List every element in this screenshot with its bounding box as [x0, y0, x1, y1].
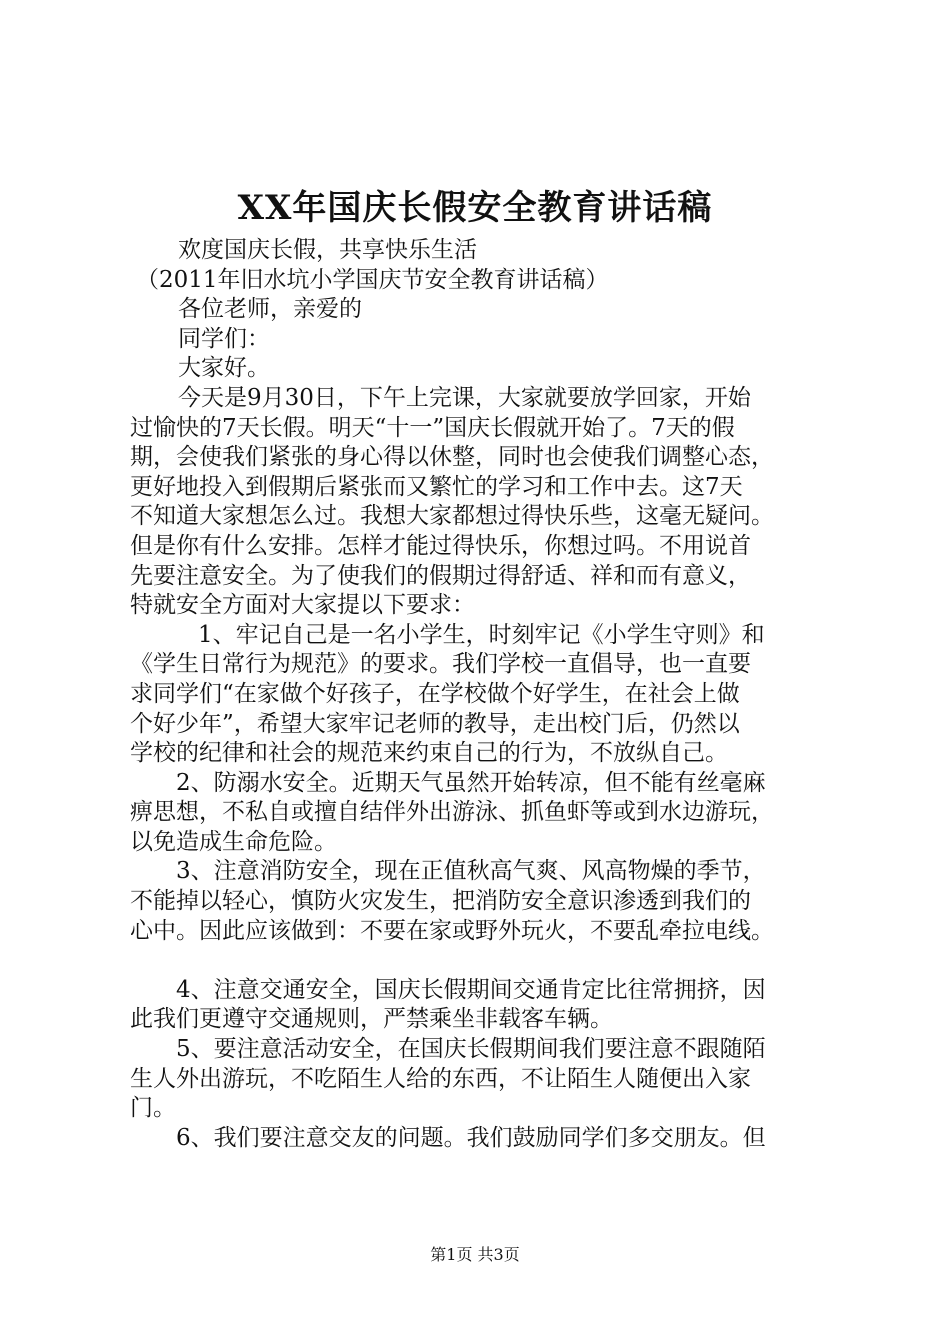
greeting-line: 各位老师，亲爱的	[178, 296, 362, 323]
greeting-line: 同学们：	[178, 325, 270, 352]
paragraph-line: 今天是9月30日，下午上完课，大家就要放学回家，开始	[178, 384, 751, 411]
paragraph-line: 门。	[130, 1095, 176, 1122]
paragraph-line: 4、注意交通安全，国庆长假期间交通肯定比往常拥挤，因	[176, 976, 766, 1003]
paragraph-line: 过愉快的7天长假。明天“十一”国庆长假就开始了。7天的假	[130, 414, 735, 441]
paragraph-line: 特就安全方面对大家提以下要求：	[130, 592, 475, 619]
paragraph-line: 先要注意安全。为了使我们的假期过得舒适、祥和而有意义，	[130, 562, 751, 589]
paragraph-line: 1、牢记自己是一名小学生，时刻牢记《小学生守则》和	[198, 621, 765, 648]
paragraph-line: 《学生日常行为规范》的要求。我们学校一直倡导，也一直要	[130, 651, 751, 678]
paragraph-line: 心中。因此应该做到：不要在家或野外玩火，不要乱牵拉电线。	[130, 917, 774, 944]
paragraph-line: 期，会使我们紧张的身心得以休整，同时也会使我们调整心态，	[130, 444, 774, 471]
paragraph-line: 此我们更遵守交通规则，严禁乘坐非载客车辆。	[130, 1006, 613, 1033]
paragraph-line: 学校的纪律和社会的规范来约束自己的行为，不放纵自己。	[130, 740, 728, 767]
document-body	[130, 236, 830, 1153]
greeting-line: 大家好。	[178, 355, 270, 382]
paragraph-line: 更好地投入到假期后紧张而又繁忙的学习和工作中去。这7天	[130, 473, 743, 500]
paragraph-line: 不知道大家想怎么过。我想大家都想过得快乐些，这毫无疑问。	[130, 503, 774, 530]
paragraph-line: 以免造成生命危险。	[130, 828, 337, 855]
paragraph-line: 生人外出游玩，不吃陌生人给的东西，不让陌生人随便出入家	[130, 1065, 751, 1092]
subtitle-line: 欢度国庆长假，共享快乐生活	[178, 237, 477, 263]
page-number-footer: 第1页 共3页	[430, 1245, 520, 1264]
paragraph-line: 5、要注意活动安全，在国庆长假期间我们要注意不跟随陌	[176, 1036, 766, 1063]
blank-line	[130, 946, 830, 976]
paragraph-line: 但是你有什么安排。怎样才能过得快乐，你想过吗。不用说首	[130, 532, 751, 559]
subtitle-note-line: （2011年旧水坑小学国庆节安全教育讲话稿）	[136, 266, 609, 293]
paragraph-line: 求同学们“在家做个好孩子，在学校做个好学生，在社会上做	[130, 680, 740, 707]
document-title: XX年国庆长假安全教育讲话稿	[237, 188, 713, 228]
paragraph-line: 痹思想，不私自或擅自结伴外出游泳、抓鱼虾等或到水边游玩，	[130, 799, 774, 826]
paragraph-line: 个好少年”，希望大家牢记老师的教导，走出校门后，仍然以	[130, 710, 740, 737]
paragraph-line: 6、我们要注意交友的问题。我们鼓励同学们多交朋友。但	[176, 1124, 766, 1151]
paragraph-line: 2、防溺水安全。近期天气虽然开始转凉，但不能有丝毫麻	[176, 769, 766, 796]
paragraph-line: 不能掉以轻心，慎防火灾发生，把消防安全意识渗透到我们的	[130, 888, 751, 915]
paragraph-line: 3、注意消防安全，现在正值秋高气爽、风高物燥的季节，	[176, 858, 766, 885]
